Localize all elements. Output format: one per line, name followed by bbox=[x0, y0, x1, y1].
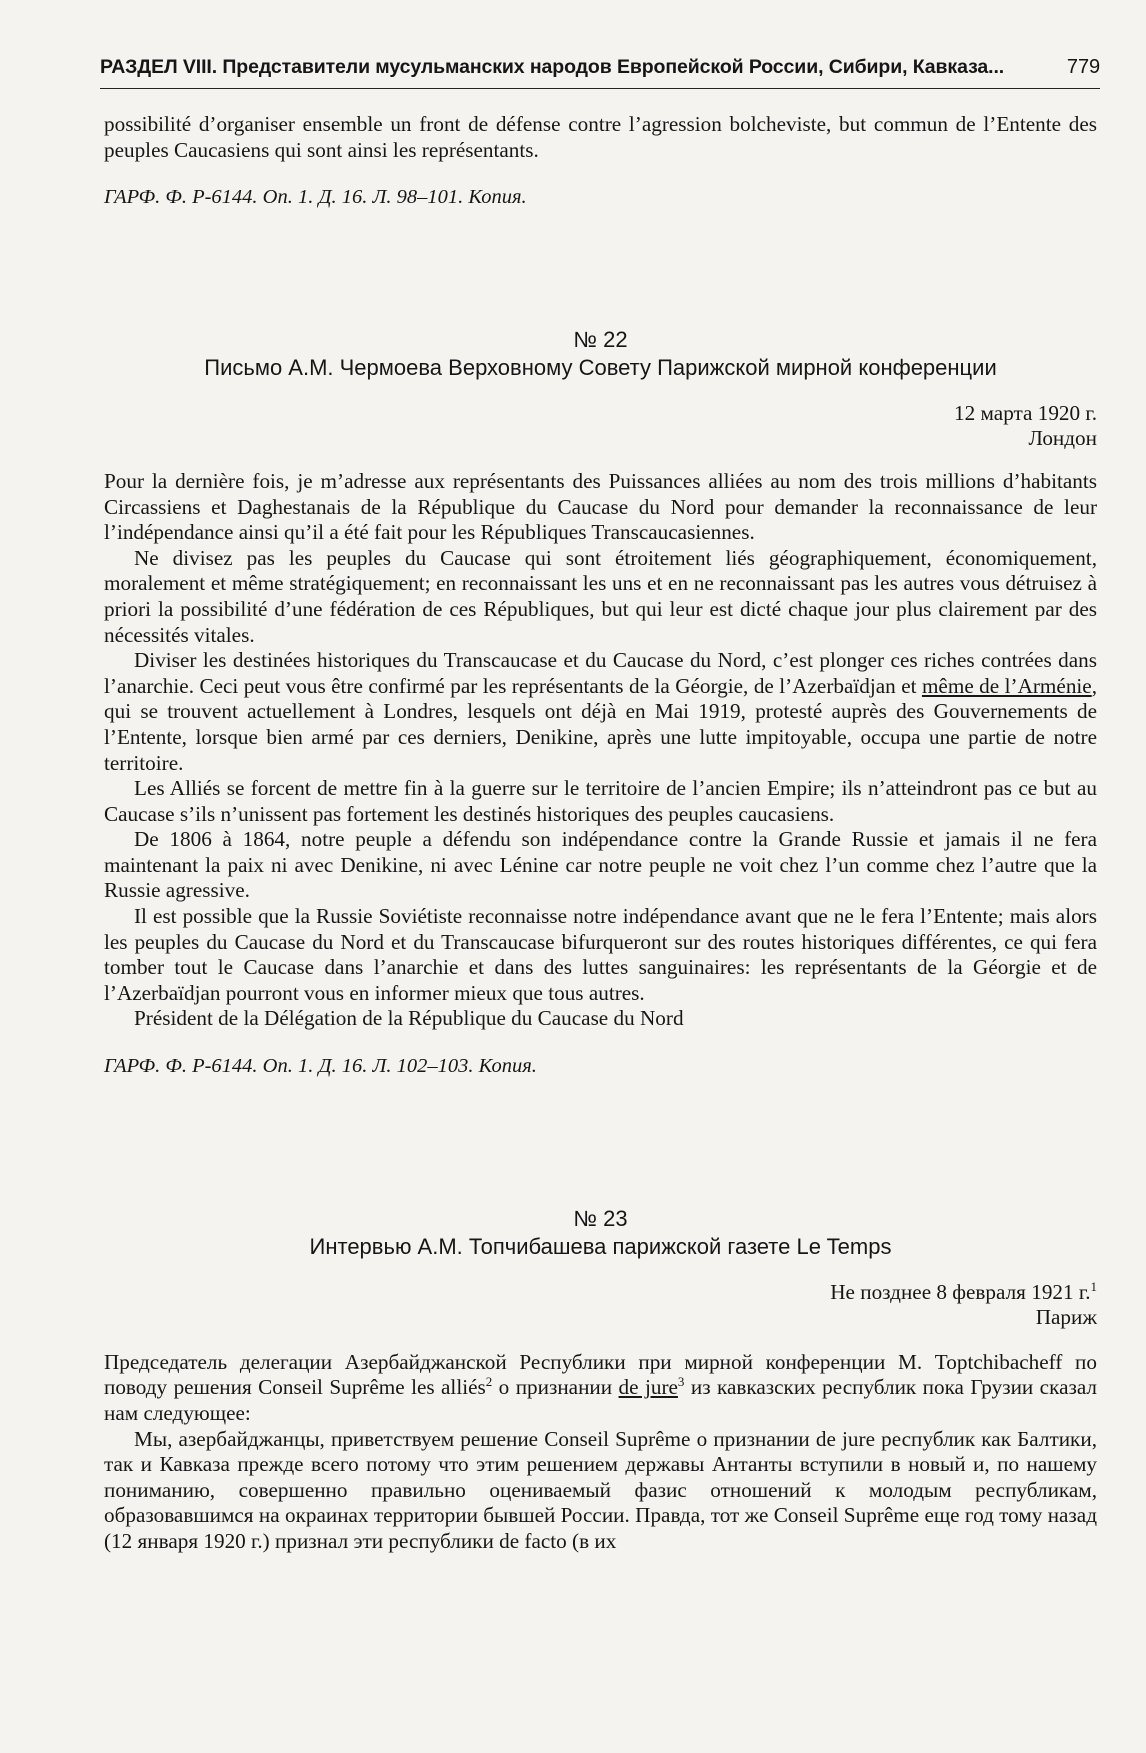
doc22-place: Лондон bbox=[1028, 425, 1097, 450]
running-head bbox=[100, 56, 1100, 79]
header-rule bbox=[100, 88, 1100, 89]
doc22-paragraph-6: Il est possible que la Russie Soviétiste reconnaisse notre indépendance avant que ne le fera l’Entente; mais alors les peuples du Caucase du Nord et du Transcaucase bifurqueront sur des routes historiques différentes, ce qui fera tomber tout le Caucase dans l’anarchie et dans des luttes sanguinaires: les représentants de la Géorgie et de l’Azerbaïdjan pourront vous en informer mieux que tous autres. bbox=[104, 904, 1097, 1005]
page-number: 779 bbox=[1066, 56, 1100, 78]
doc22-paragraph-3-b: , qui se trouvent actuellement à Londres, lesquels ont déjà en Mai 1919, protesté auprès des Gouvernements de l’Entente, lorsque bien armé par ces derniers, Denikine, après une lutte impitoyable, occupa une partie de notre territoire. bbox=[104, 673, 1097, 775]
doc22-paragraph-3-a: Diviser les destinées historiques du Transcaucase et du Caucase du Nord, c’est plonger ces riches contrées dans l’anarchie. Ceci peut vous être confirmé par les représentants de la Géorgie, de l’Azerbaïdjan et bbox=[104, 648, 1097, 698]
doc23-intro-a: Председатель делегации Азербайджанской Республики при мирной конференции М. Toptchibacheff по поводу решения Conseil Suprême les alliés bbox=[104, 1349, 1097, 1400]
doc23-place: Париж bbox=[1035, 1304, 1097, 1329]
doc22-paragraph-3 bbox=[104, 648, 1097, 776]
doc23-paragraph-1: Мы, азербайджанцы, приветствуем решение Conseil Suprême о признании de jure республик как Балтики, так и Кавказа прежде всего потому что этим решением державы Антанты вступили в новый и, по нашему пониманию, совершенно правильно оцениваемый фазис отношений к молодым республикам, образовавшимся на окраинах территории бывшей России. Правда, тот же Conseil Suprême еще год тому назад (12 января 1920 г.) признал эти республики de facto (в их bbox=[104, 1426, 1097, 1553]
doc22-signature: Président de la Délégation de la République du Caucase du Nord bbox=[134, 1006, 684, 1031]
doc22-underlined-phrase: même de l’Arménie bbox=[921, 673, 1092, 698]
previous-doc-closing-text: possibilité d’organiser ensemble un front de défense contre l’agression bolcheviste, but commun de l’Entente des peuples Caucasiens qui sont ainsi les représentants. bbox=[104, 112, 1097, 162]
doc23-intro bbox=[104, 1350, 1097, 1427]
page-body bbox=[104, 112, 1097, 1555]
doc23-number: № 23 bbox=[573, 1205, 628, 1231]
doc22-paragraph-1: Pour la dernière fois, je m’adresse aux représentants des Puissances alliées au nom des trois millions d’habitants Circassiens et Daghestanais de la République du Caucase du Nord pour demander la reconnaissance de leur l’indépendance ainsi qu’il a été fait pour les Républiques Transcaucasiennes. bbox=[104, 468, 1097, 545]
doc23-intro-b: о признании bbox=[492, 1375, 619, 1400]
doc22-paragraph-4: Les Alliés se forcent de mettre fin à la guerre sur le territoire de l’ancien Empire; ils n’atteindront pas ce but au Caucase s’ils n’unissent pas fortement les destinés historiques des peuples caucasiens. bbox=[104, 776, 1097, 826]
doc22-source: ГАРФ. Ф. Р-6144. Оп. 1. Д. 16. Л. 102–103. Копия. bbox=[104, 1055, 537, 1078]
doc23-title: Интервью А.М. Топчибашева парижской газете Le Temps bbox=[309, 1234, 892, 1260]
doc23-date-line bbox=[104, 1280, 1097, 1305]
doc22-title: Письмо А.М. Чермоева Верховному Совету Парижской мирной конференции bbox=[204, 355, 997, 381]
doc22-number: № 22 bbox=[573, 326, 628, 352]
doc23-dateline bbox=[104, 1280, 1097, 1330]
doc23-footnote-ref-3: 3 bbox=[677, 1374, 685, 1390]
doc23-intro-c: из кавказских республик пока Грузии сказал нам следующее: bbox=[104, 1375, 1098, 1425]
previous-doc-source: ГАРФ. Ф. Р-6144. Оп. 1. Д. 16. Л. 98–101. Копия. bbox=[104, 186, 527, 209]
doc22-date: 12 марта 1920 г. bbox=[954, 400, 1097, 425]
doc23-date-footnote-ref: 1 bbox=[1090, 1278, 1097, 1294]
doc23-footnote-ref-2: 2 bbox=[485, 1374, 493, 1390]
doc22-paragraph-2: Ne divisez pas les peuples du Caucase qui sont étroitement liés géographiquement, économiquement, moralement et même stratégiquement; en reconnaissant les uns et en ne reconnaissant pas les autres vous détruisez à priori la possibilité d’une fédération de ces Républiques, but qui leur est dicté chaque jour plus clairement par des nécessités vitales. bbox=[104, 545, 1097, 647]
doc23-underlined-phrase: de jure bbox=[618, 1375, 678, 1400]
doc22-dateline bbox=[104, 401, 1097, 451]
running-title: РАЗДЕЛ VIII. Представители мусульманских народов Европейской России, Сибири, Кавказа... bbox=[100, 56, 1005, 78]
doc23-date: Не позднее 8 февраля 1921 г. bbox=[830, 1279, 1091, 1304]
doc22-paragraph-5: De 1806 à 1864, notre peuple a défendu son indépendance contre la Grande Russie et jamais il ne fera maintenant la paix ni avec Denikine, ni avec Lénine car notre peuple ne voit chez l’un comme chez l’autre que la Russie agressive. bbox=[104, 827, 1097, 903]
